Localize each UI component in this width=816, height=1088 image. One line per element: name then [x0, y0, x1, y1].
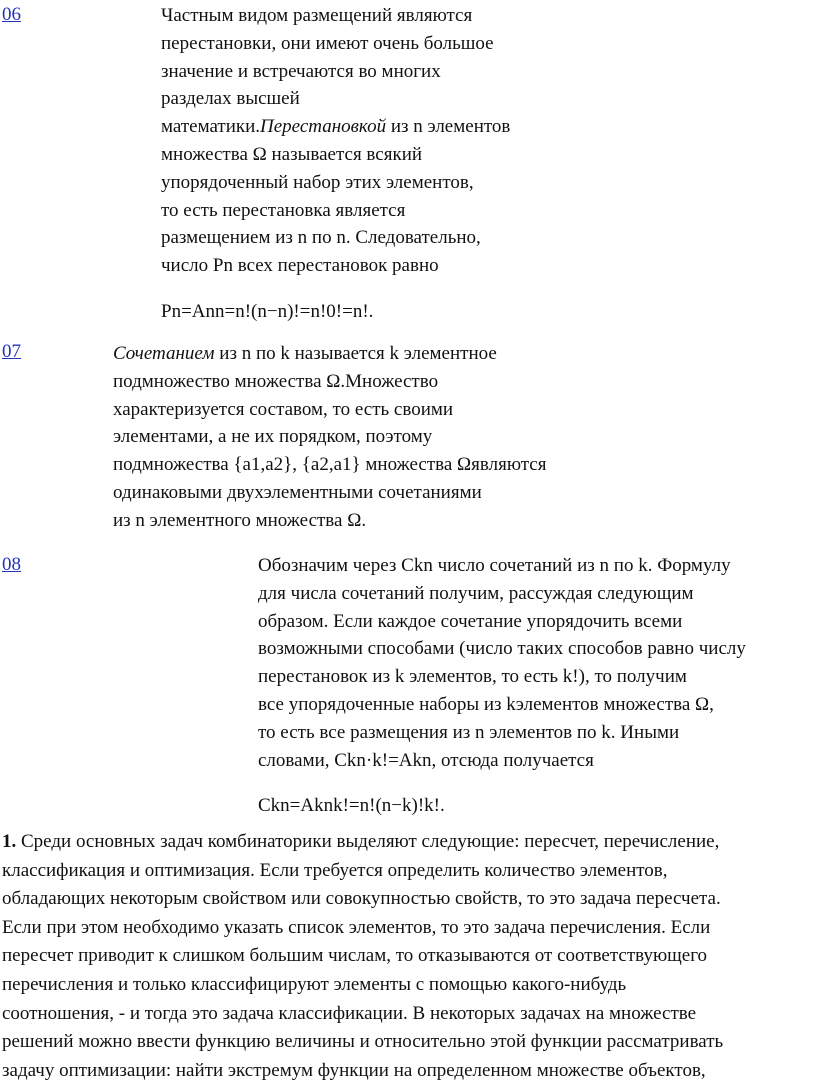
text-line: Обозначим через Ckn число сочетаний из n по k. Формулу — [258, 555, 731, 576]
text-fragment: из n по k называется k элементное — [214, 343, 497, 364]
text-line: из n элементного множества Ω. — [113, 509, 367, 531]
formula-permutations: Pn=Ann=n!(n−n)!=n!0!=n!. — [161, 300, 374, 322]
text-line: Если при этом необходимо указать список элементов, то это задача перечисления. Если — [2, 916, 711, 938]
text-line — [161, 113, 510, 141]
slide-link-08[interactable]: 08 — [2, 554, 21, 575]
text-line: то есть все размещения из n элементов по k. Иными — [258, 721, 680, 743]
section-07-text — [113, 340, 546, 535]
text-fragment: математики. — [161, 116, 261, 138]
text-line: все упорядоченные наборы из kэлементов множества Ω, — [258, 693, 714, 715]
text-line: размещением из n по n. Следовательно, — [161, 227, 481, 249]
text-line: пересчет приводит к слишком большим числам, то отказываются от соответствующего — [2, 945, 708, 967]
text-line: классификация и оптимизация. Если требуется определить количество элементов, — [2, 859, 668, 881]
text-line: подмножества {a1,a2}, {a2,a1} множества Ωявляются — [113, 454, 547, 476]
text-line: значение и встречаются во многих — [161, 60, 441, 82]
text-line: элементами, а не их порядком, поэтому — [113, 426, 433, 448]
item-number: 1. — [2, 831, 17, 852]
text-line: решений можно ввести функцию величины и относительно этой функции рассматривать — [2, 1031, 724, 1053]
text-line: перечисления и только классифицируют элементы с помощью какого-нибудь — [2, 973, 627, 995]
text-line: словами, Ckn·k!=Akn, отсюда получается — [258, 749, 594, 771]
text-line: перестановок из k элементов, то есть k!), то получим — [258, 666, 687, 688]
slide-link-07[interactable]: 07 — [2, 341, 21, 362]
text-fragment: Среди основных задач комбинаторики выделяют следующие: пересчет, перечисление, — [16, 831, 720, 852]
paragraph-1 — [2, 828, 814, 1085]
text-line — [2, 828, 814, 857]
text-line: то есть перестановка является — [161, 199, 406, 221]
text-line: одинаковыми двухэлементными сочетаниями — [113, 481, 482, 503]
text-line — [113, 340, 546, 368]
text-fragment: из n элементов — [386, 116, 511, 138]
text-line: разделах высшей — [161, 88, 300, 110]
text-line: задачу оптимизации: найти экстремум функции на определенном множестве объектов, — [2, 1059, 706, 1081]
text-line: для числа сочетаний получим, рассуждая следующим — [258, 582, 694, 604]
term-permutation: Перестановкой — [260, 116, 387, 138]
section-08-text — [258, 552, 746, 820]
text-line: обладающих некоторым свойством или совокупностью свойств, то это задача пересчета. — [2, 888, 721, 910]
term-combination: Сочетанием — [113, 343, 215, 364]
slide-link-06[interactable]: 06 — [2, 4, 21, 25]
section-06-text — [161, 2, 510, 326]
formula-combinations: Ckn=Aknk!=n!(n−k)!k!. — [258, 795, 445, 817]
text-line: соотношения, - и тогда это задача классификации. В некоторых задачах на множестве — [2, 1002, 697, 1024]
text-line: число Pn всех перестановок равно — [161, 255, 439, 277]
text-line: упорядоченный набор этих элементов, — [161, 171, 474, 193]
text-line: образом. Если каждое сочетание упорядочить всеми — [258, 610, 683, 632]
text-line: характеризуется составом, то есть своими — [113, 398, 454, 420]
text-line: подмножество множества Ω.Множество — [113, 370, 439, 392]
text-line: перестановки, они имеют очень большое — [161, 32, 494, 54]
text-line: Частным видом размещений являются — [161, 5, 473, 26]
text-line: возможными способами (число таких способов равно числу — [258, 638, 746, 660]
text-line: множества Ω называется всякий — [161, 143, 423, 165]
